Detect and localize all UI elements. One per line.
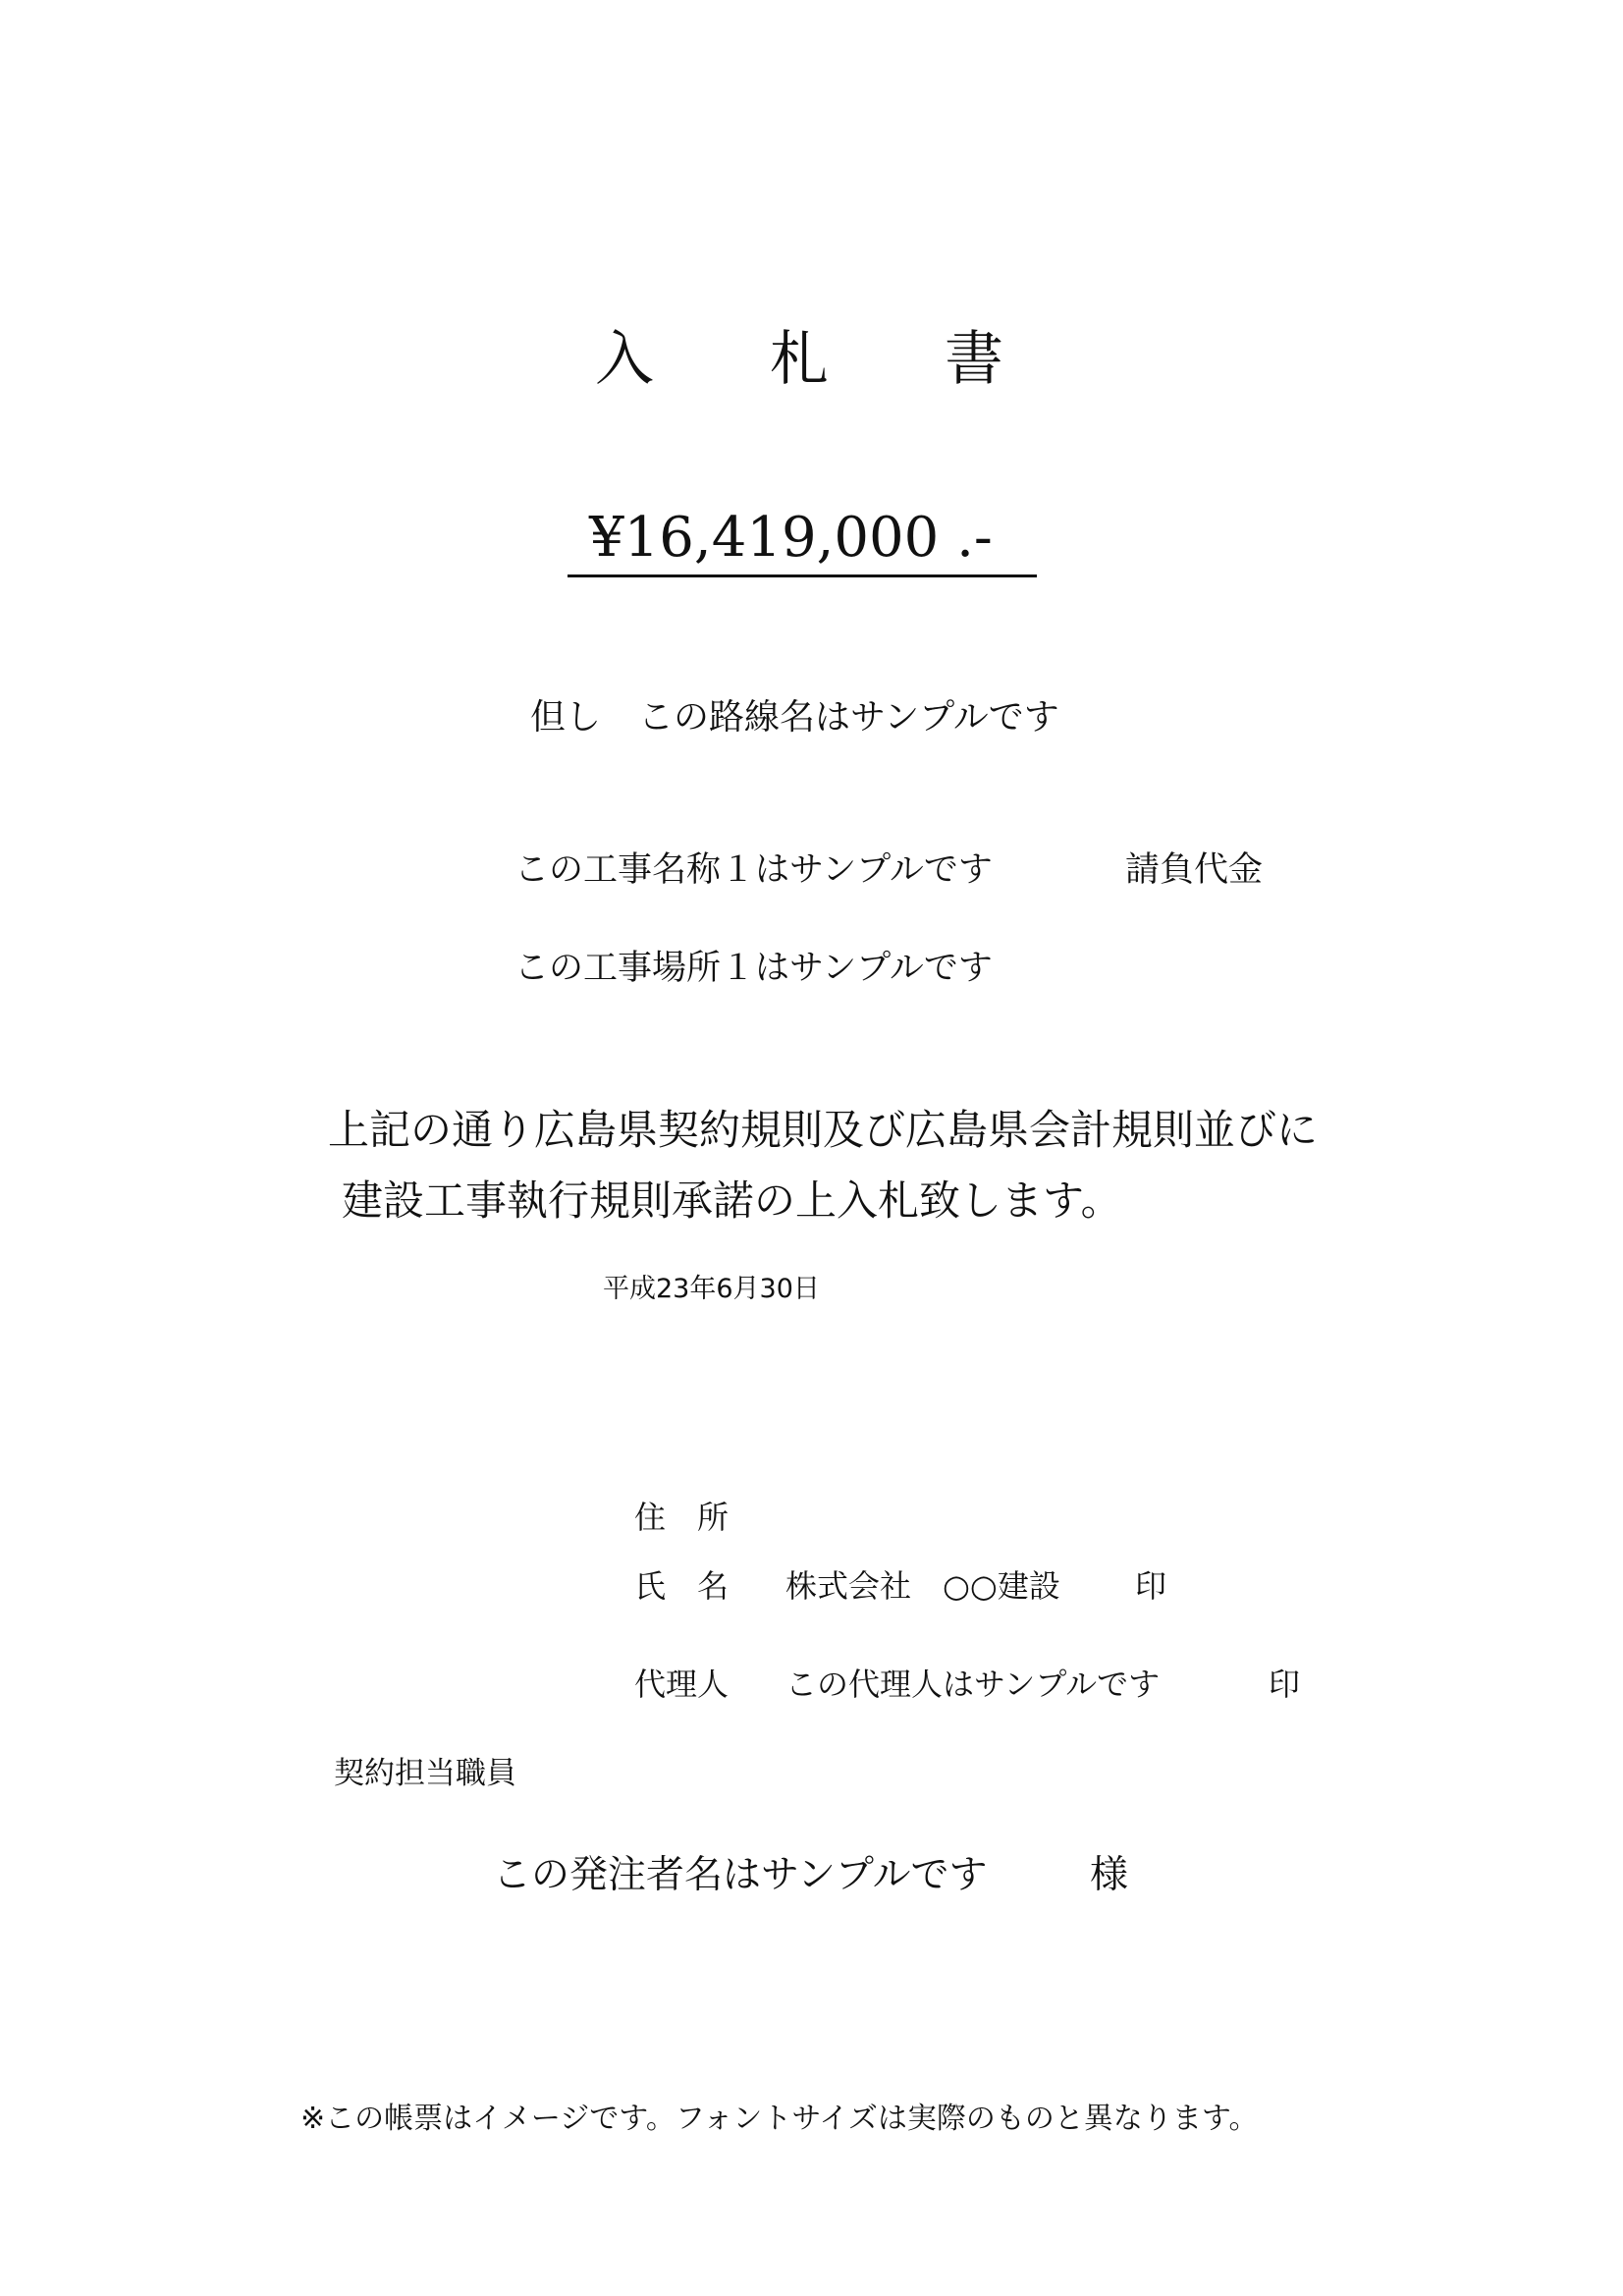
agent-label: 代理人 bbox=[634, 1666, 730, 1703]
company-seal: 印 bbox=[1135, 1567, 1167, 1605]
name-label: 氏 名 bbox=[634, 1567, 730, 1605]
contract-price-label: 請負代金 bbox=[1125, 850, 1264, 890]
title-char-2: 札 bbox=[770, 325, 829, 394]
route-name: この路線名はサンプルです bbox=[638, 697, 1059, 738]
company-name: 株式会社 ○○建設 bbox=[785, 1567, 1060, 1605]
bid-amount: ¥16,419,000 .- bbox=[568, 506, 1037, 577]
work-place: この工事場所１はサンプルです bbox=[514, 949, 993, 988]
agent-seal: 印 bbox=[1269, 1666, 1301, 1703]
address-label: 住 所 bbox=[634, 1499, 730, 1536]
agent-name: この代理人はサンプルです bbox=[785, 1666, 1161, 1703]
honorific: 様 bbox=[1090, 1853, 1129, 1897]
title-char-1: 入 bbox=[595, 325, 654, 394]
proviso-label: 但し bbox=[530, 697, 602, 738]
title-char-3: 書 bbox=[945, 325, 1003, 394]
work-name: この工事名称１はサンプルです bbox=[514, 850, 993, 890]
proviso-line bbox=[530, 689, 1059, 739]
bid-date: 平成23年6月30日 bbox=[603, 1274, 820, 1304]
document-title bbox=[595, 312, 1003, 397]
orderer-name: この発注者名はサンプルです bbox=[493, 1853, 988, 1897]
officer-label: 契約担当職員 bbox=[334, 1756, 516, 1791]
pledge-line-2: 建設工事執行規則承諾の上入札致します。 bbox=[342, 1176, 1122, 1225]
footnote: ※この帳票はイメージです。フォントサイズは実際のものと異なります。 bbox=[300, 2102, 1259, 2136]
pledge-line-1: 上記の通り広島県契約規則及び広島県会計規則並びに bbox=[328, 1106, 1319, 1154]
